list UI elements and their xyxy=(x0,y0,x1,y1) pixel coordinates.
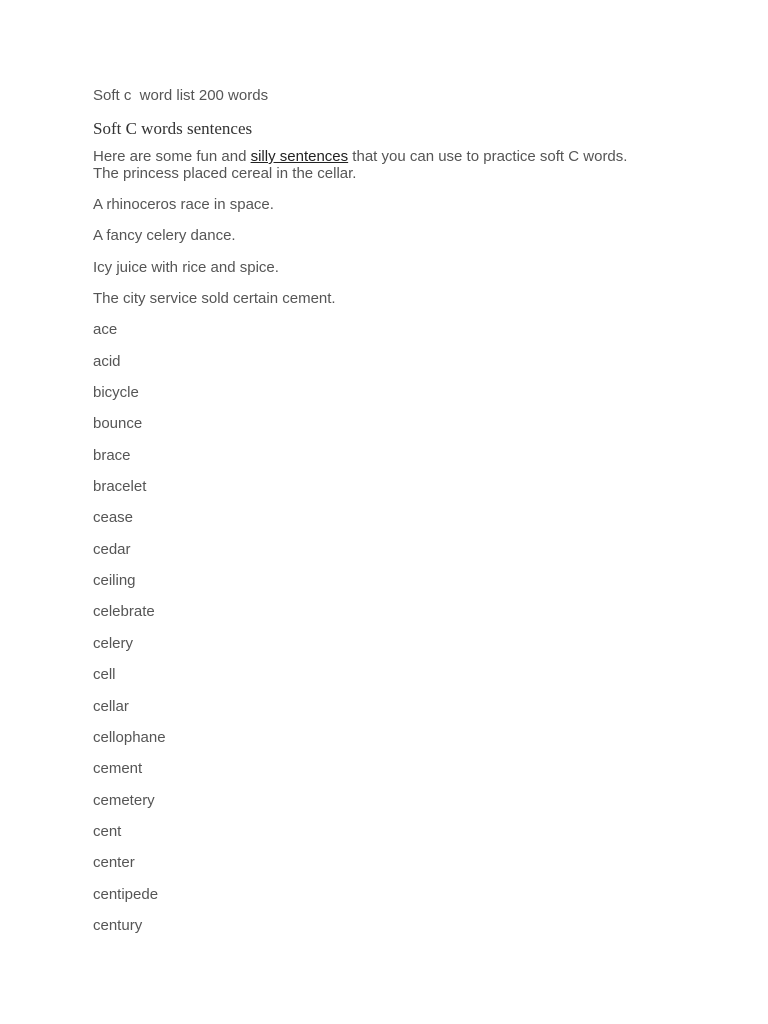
document-title: Soft c word list 200 words xyxy=(93,87,269,104)
intro-text-before-link: Here are some fun and xyxy=(93,148,251,165)
sentence-item: A fancy celery dance. xyxy=(93,227,236,245)
word-item: cent xyxy=(93,822,122,840)
word-item: centipede xyxy=(93,885,159,903)
word-item: ceiling xyxy=(93,572,136,590)
sentence-and-word-list xyxy=(93,196,336,948)
sentence-item: Icy juice with rice and spice. xyxy=(93,258,279,276)
word-item: bounce xyxy=(93,415,143,433)
word-item: ace xyxy=(93,321,118,339)
word-item: celebrate xyxy=(93,603,155,621)
word-item: cemetery xyxy=(93,791,155,809)
silly-sentences-link[interactable]: silly sentences xyxy=(250,148,349,165)
word-item: century xyxy=(93,916,143,934)
word-item: cell xyxy=(93,666,116,684)
word-item: brace xyxy=(93,446,131,464)
section-heading: Soft C words sentences xyxy=(93,119,253,138)
intro-text-after-link: that you can use to practice soft C words. xyxy=(348,148,628,165)
intro-paragraph xyxy=(93,148,733,182)
word-item: bracelet xyxy=(93,478,147,496)
word-item: cement xyxy=(93,760,143,778)
word-item: cellar xyxy=(93,697,129,715)
sentence-item: The city service sold certain cement. xyxy=(93,290,336,308)
word-item: center xyxy=(93,854,135,872)
word-item: acid xyxy=(93,352,121,370)
word-item: celery xyxy=(93,634,134,652)
word-item: bicycle xyxy=(93,384,139,402)
word-item: cellophane xyxy=(93,728,166,746)
sentence-item: A rhinoceros race in space. xyxy=(93,196,274,213)
intro-first-sentence: The princess placed cereal in the cellar. xyxy=(93,165,357,182)
word-item: cedar xyxy=(93,540,131,558)
word-item: cease xyxy=(93,509,134,527)
